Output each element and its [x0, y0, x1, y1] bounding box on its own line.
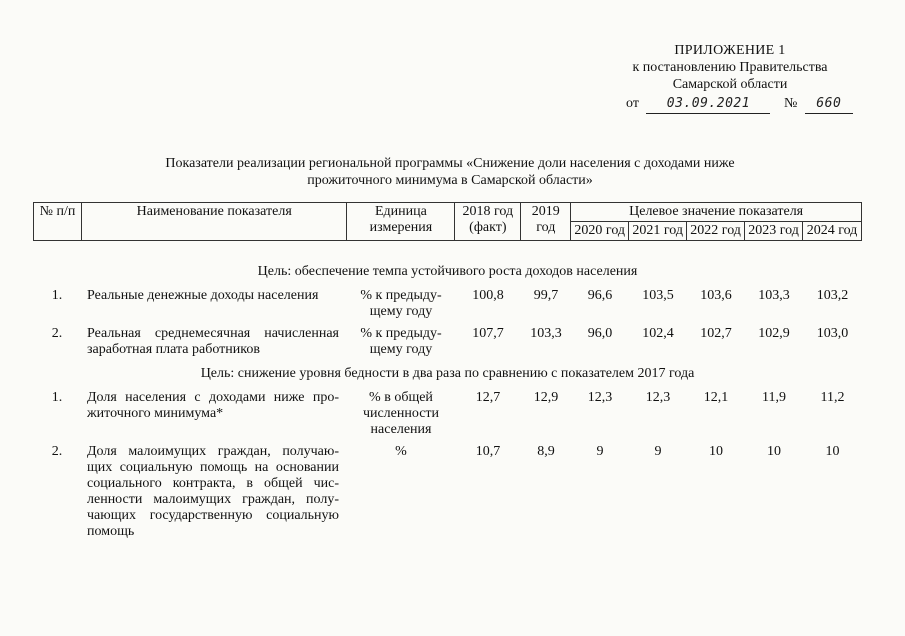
header-2024: 2024 год	[803, 222, 862, 241]
row-value-2022: 10	[709, 444, 723, 459]
number-label: №	[783, 96, 798, 111]
row-value-2020: 96,0	[587, 326, 613, 341]
row-unit: %	[395, 444, 407, 459]
row-num: 2.	[51, 326, 63, 341]
row-value-2023: 103,3	[758, 288, 790, 303]
row-num: 1.	[51, 288, 63, 303]
row-value-2023: 11,9	[762, 390, 786, 405]
row-value-2019: 99,7	[533, 288, 559, 303]
row-value-2021: 102,4	[642, 326, 674, 341]
row-value-2019: 8,9	[537, 444, 555, 459]
indicator-table-body	[33, 262, 862, 540]
table-row	[33, 390, 862, 444]
row-value-2021: 12,3	[645, 390, 671, 405]
row-value-2022: 102,7	[700, 326, 732, 341]
table-row	[33, 444, 862, 540]
indicator-table-header	[33, 202, 862, 241]
header-2018: 2018 год (факт)	[455, 203, 521, 241]
row-value-2018: 107,7	[472, 326, 504, 341]
row-unit: % к предыду-щему году	[360, 288, 442, 319]
handwritten-date: 03.09.2021	[646, 95, 770, 114]
row-unit: % к предыду-щему году	[360, 326, 442, 357]
title-line-2: прожиточного минимума в Самарской области»	[307, 173, 593, 188]
row-name: Доля малоимущих граждан, получаю-щих социальную помощь на основании социального контракта, в общей чис-ленности малоимущих граждан, полу-чающих государственную социальную помощь	[87, 444, 339, 539]
row-value-2023: 102,9	[758, 326, 790, 341]
row-value-2018: 100,8	[472, 288, 504, 303]
row-name: Реальная среднемесячная начисленная заработная плата работников	[87, 326, 339, 357]
row-value-2020: 9	[596, 444, 604, 459]
row-unit: % в общей численности населения	[362, 390, 440, 437]
row-value-2024: 10	[825, 444, 840, 459]
row-num: 1.	[51, 390, 63, 405]
appendix-line-3: Самарской области	[672, 77, 788, 92]
appendix-line-2: к постановлению Правительства	[632, 60, 828, 75]
header-2022: 2022 год	[687, 222, 745, 241]
header-unit: Единица измерения	[347, 203, 455, 241]
row-value-2024: 103,0	[816, 326, 849, 341]
row-value-2018: 12,7	[475, 390, 501, 405]
row-value-2021: 103,5	[642, 288, 674, 303]
appendix-header	[600, 42, 860, 93]
title-line-1: Показатели реализации региональной программы «Снижение доли населения с доходами ниже	[165, 156, 735, 171]
row-name: Доля населения с доходами ниже про-житочного минимума*	[87, 390, 339, 421]
row-value-2022: 12,1	[703, 390, 729, 405]
header-2020: 2020 год	[571, 222, 629, 241]
row-value-2021: 9	[654, 444, 662, 459]
row-num: 2.	[51, 444, 63, 459]
header-2023: 2023 год	[745, 222, 803, 241]
header-num: № п/п	[34, 203, 82, 241]
row-value-2023: 10	[767, 444, 781, 459]
appendix-title: ПРИЛОЖЕНИЕ 1	[674, 43, 786, 58]
appendix-date-line	[626, 95, 866, 114]
goal-title: Цель: обеспечение темпа устойчивого роста доходов населения	[257, 264, 638, 279]
table-row	[33, 326, 862, 364]
row-value-2024: 103,2	[816, 288, 849, 303]
row-value-2022: 103,6	[700, 288, 732, 303]
row-name: Реальные денежные доходы населения	[87, 288, 319, 303]
handwritten-number: 660	[805, 95, 853, 114]
header-target: Целевое значение показателя	[571, 203, 862, 222]
table-row	[33, 288, 862, 326]
row-value-2024: 11,2	[820, 390, 845, 405]
row-value-2019: 12,9	[533, 390, 559, 405]
row-value-2018: 10,7	[475, 444, 501, 459]
goal-title: Цель: снижение уровня бедности в два раза по сравнению с показателем 2017 года	[200, 366, 695, 381]
header-2019: 2019 год	[521, 203, 571, 241]
row-value-2019: 103,3	[530, 326, 562, 341]
header-2021: 2021 год	[629, 222, 687, 241]
header-name: Наименование показателя	[81, 203, 347, 241]
document-title	[120, 155, 780, 189]
date-prefix: от	[626, 96, 639, 111]
row-value-2020: 12,3	[587, 390, 613, 405]
row-value-2020: 96,6	[587, 288, 613, 303]
